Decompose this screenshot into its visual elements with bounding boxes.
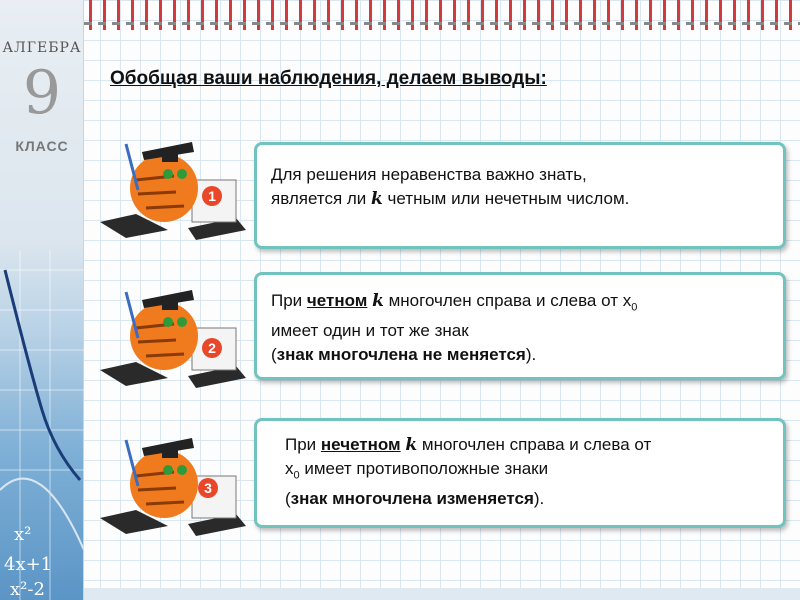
sidebar [0, 0, 84, 600]
card-2-line-2: имеет один и тот же знак [271, 321, 469, 341]
page-title: Обобщая ваши наблюдения, делаем выводы: [110, 68, 547, 89]
step-number-badge: 1 [208, 188, 216, 204]
step-number-badge: 3 [204, 480, 212, 496]
card-1-line-1: Для решения неравенства важно знать, [271, 165, 587, 184]
math-background-image [0, 250, 84, 600]
card-3-line-1: При нечетном k многочлен справа и слева от [285, 435, 652, 455]
svg-text:x²: x² [14, 524, 32, 545]
card-1-line-2: является ли k четным или нечетным числом. [271, 189, 630, 209]
conclusion-card-2 [254, 272, 786, 380]
bottom-strip [84, 588, 800, 600]
card-2-line-1: При четном k многочлен справа и слева от $x_0$ [271, 291, 638, 314]
svg-text:4x+1: 4x+1 [4, 554, 53, 575]
cat-teacher-illustration [96, 130, 252, 242]
notebook-spiral [0, 0, 800, 30]
card-3-line-3: (знак многочлена изменяется). [285, 489, 545, 509]
conclusion-card-3 [254, 418, 786, 528]
grade-number: 9 [22, 58, 62, 128]
step-number-badge: 2 [208, 340, 216, 356]
card-3-line-2: $x_0$ имеет противоположные знаки [285, 459, 549, 482]
card-2-line-3: (знак многочлена не меняется). [271, 345, 537, 365]
svg-text:x²-2: x²-2 [10, 579, 45, 600]
cat-teacher-illustration [96, 278, 252, 390]
cat-teacher-illustration [96, 426, 252, 538]
conclusion-card-1 [254, 142, 786, 249]
class-label: КЛАСС [15, 138, 69, 154]
subject-label: АЛГЕБРА [2, 40, 82, 56]
